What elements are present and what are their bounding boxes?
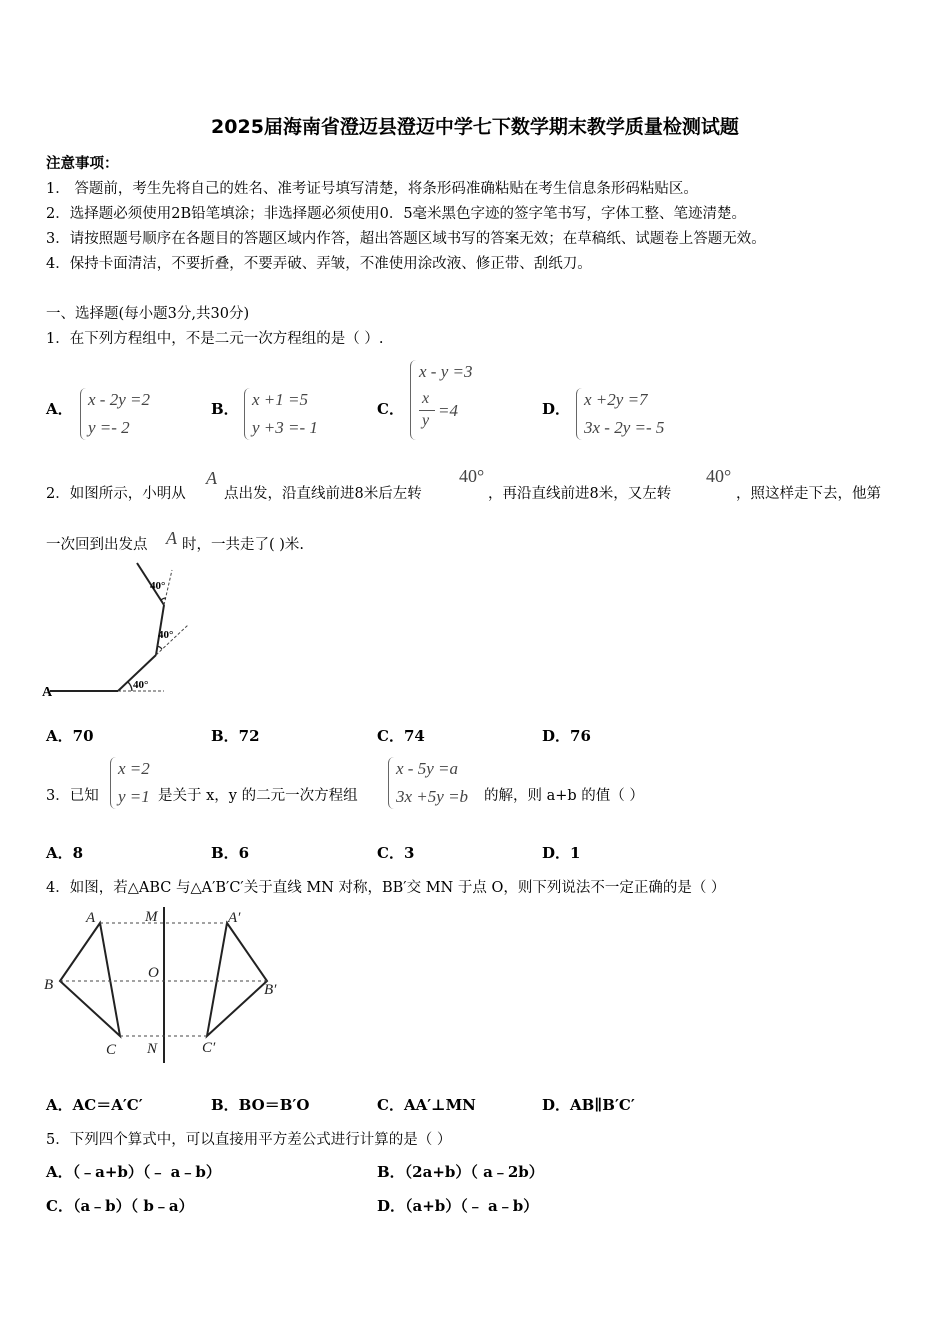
notice-item: 4．保持卡面清洁，不要折叠，不要弄破、弄皱，不准使用涂改液、修正带、刮纸刀。	[46, 256, 592, 272]
page-title: 2025届海南省澄迈县澄迈中学七下数学期末教学质量检测试题	[211, 116, 739, 138]
notice-heading: 注意事项：	[46, 155, 119, 172]
section-heading: 一、选择题(每小题3分,共30分)	[46, 306, 250, 322]
q3-option-a: A．8	[46, 844, 84, 862]
q1-option-d-label: D．	[542, 400, 571, 418]
label-c-prime: C′	[202, 1040, 216, 1056]
q1-option-a-label: A．	[46, 400, 73, 418]
q2-stem-part4: ，照这样走下去，他第	[736, 486, 881, 502]
figure-label-a: A	[42, 685, 53, 700]
q4-option-d: D．AB∥B′C′	[542, 1096, 635, 1114]
q5-option-d: D．（a+b）（﹣ a﹣b）	[377, 1197, 539, 1215]
q2-angle: 40°	[706, 466, 732, 486]
q2-option-a: A．70	[46, 727, 94, 745]
q1-option-a-system: x - 2y =2 y =- 2	[80, 388, 180, 442]
q3-option-c: C．3	[377, 844, 415, 862]
q4-stem: 4．如图，若△ABC 与△A′B′C′关于直线 MN 对称，BB′交 MN 于点 O，则下列说法不一定正确的是（ ）	[46, 880, 726, 896]
q2-stem-part1: 2．如图所示，小明从	[46, 486, 186, 502]
q4-option-b: B．BO＝B′O	[211, 1096, 310, 1114]
q1-option-d-system: x +2y =7 3x - 2y =- 5	[576, 388, 696, 442]
notice-item: 1． 答题前，考生先将自己的姓名、准考证号填写清楚，将条形码准确粘贴在考生信息条形码粘贴区。	[46, 181, 698, 197]
q1-option-c-system: x - y =3 x y =4	[410, 360, 500, 442]
q1-stem: 1．在下列方程组中，不是二元一次方程组的是（ ）.	[46, 331, 384, 347]
label-o: O	[148, 965, 159, 981]
figure-angle-3: 40°	[150, 580, 166, 592]
q2-stem-part3: ，再沿直线前进8米，又左转	[488, 486, 672, 502]
q3-stem-part3: 的解，则 a+b 的值（ ）	[484, 788, 644, 804]
q5-stem: 5．下列四个算式中，可以直接用平方差公式进行计算的是（ ）	[46, 1132, 452, 1148]
figure-angle-1: 40°	[133, 679, 149, 691]
q2-option-b: B．72	[211, 727, 260, 745]
q2-angle: 40°	[459, 466, 485, 486]
q4-figure	[42, 903, 292, 1065]
q2-stem-line2b: 时，一共走了( )米.	[182, 537, 305, 553]
notice-item: 2．选择题必须使用2B铅笔填涂；非选择题必须使用0．5毫米黑色字迹的签字笔书写，字体工整、笔迹清楚。	[46, 206, 747, 222]
q2-figure	[40, 558, 200, 704]
q3-equation-system: x - 5y =a 3x +5y =b	[388, 757, 484, 811]
label-c: C	[106, 1042, 117, 1058]
label-b: B	[44, 977, 54, 993]
q3-option-d: D．1	[542, 844, 581, 862]
label-m: M	[145, 909, 158, 925]
q1-option-b-label: B．	[211, 400, 239, 418]
q5-option-b: B．（2a+b）（ a﹣2b）	[377, 1163, 544, 1181]
q2-stem-line2a: 一次回到出发点	[46, 537, 148, 553]
triangle-abc	[60, 923, 120, 1036]
angle-arc	[128, 682, 132, 691]
q5-option-c: C．（a﹣b）（ b﹣a）	[46, 1197, 194, 1215]
q1-option-b-system: x +1 =5 y +3 =- 1	[244, 388, 344, 442]
q3-option-b: B．6	[211, 844, 250, 862]
q2-point-a: A	[166, 528, 177, 548]
label-n: N	[147, 1041, 158, 1057]
notice-item: 3．请按照题号顺序在各题目的答题区域内作答，超出答题区域书写的答案无效；在草稿纸、试题卷上答题无效。	[46, 231, 766, 247]
figure-angle-2: 40°	[158, 629, 174, 641]
q4-option-c: C．AA′⊥MN	[377, 1096, 476, 1114]
q2-point-a: A	[206, 468, 217, 488]
label-a-prime: A′	[228, 910, 241, 926]
q3-stem-part1: 3．已知	[46, 788, 99, 804]
label-b-prime: B′	[264, 982, 277, 998]
q4-option-a: A．AC＝A′C′	[46, 1096, 143, 1114]
q3-solution-system: x =2 y =1	[110, 757, 160, 811]
q2-option-d: D．76	[542, 727, 591, 745]
triangle-a2b2c2	[207, 923, 267, 1036]
q5-option-a: A．（﹣a+b）（﹣ a﹣b）	[46, 1163, 221, 1181]
q2-stem-part2: 点出发，沿直线前进8米后左转	[224, 486, 422, 502]
q1-option-c-label: C．	[377, 400, 404, 418]
q2-option-c: C．74	[377, 727, 425, 745]
label-a: A	[86, 910, 96, 926]
q3-stem-part2: 是关于 x，y 的二元一次方程组	[158, 788, 358, 804]
